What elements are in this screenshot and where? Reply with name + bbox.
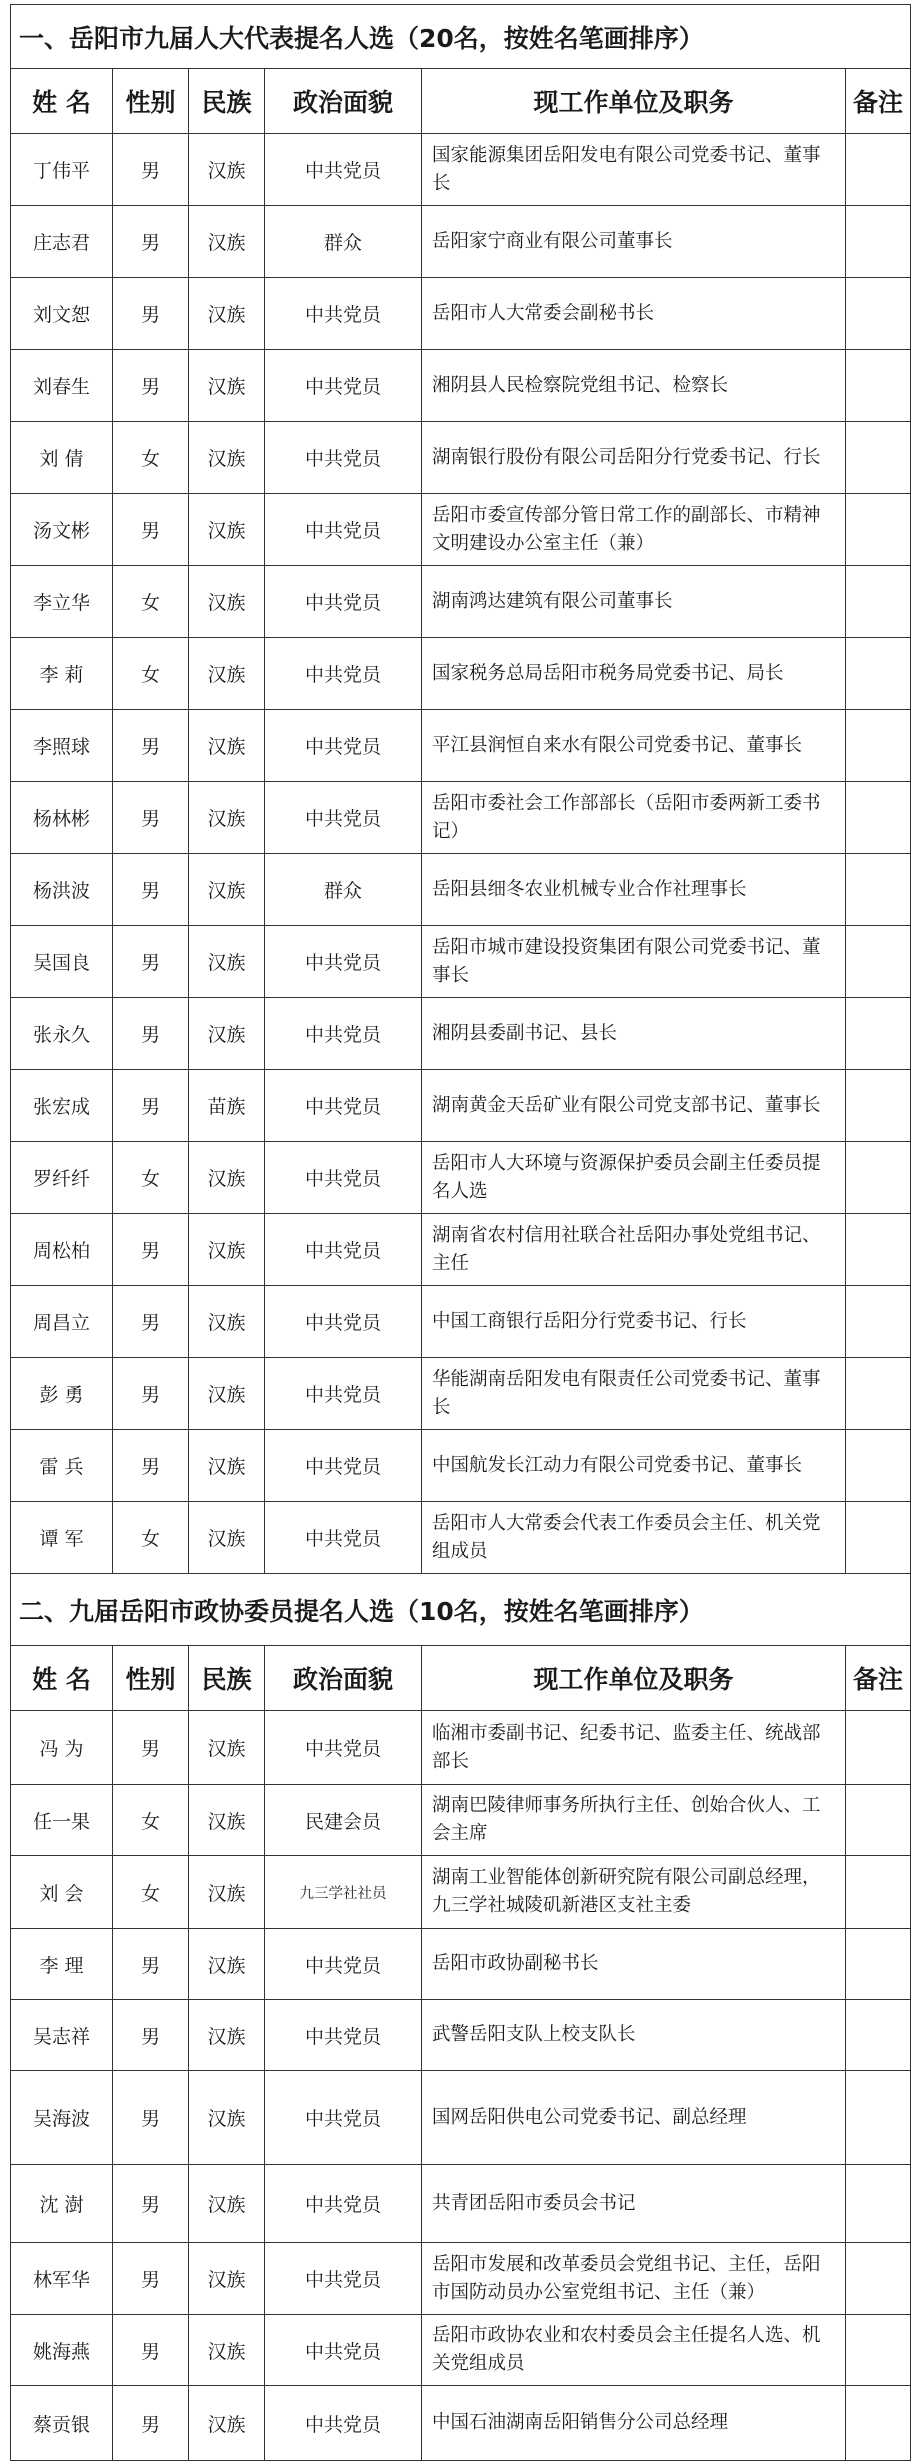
cell-name: 杨林彬 <box>11 782 113 854</box>
header-name: 姓 名 <box>11 69 113 134</box>
cell-gender: 男 <box>113 1711 189 1785</box>
cell-job: 武警岳阳支队上校支队长 <box>422 2000 846 2071</box>
cell-remarks <box>846 1785 911 1856</box>
cell-gender: 男 <box>113 2165 189 2243</box>
cell-remarks <box>846 2315 911 2386</box>
table-row <box>11 278 911 350</box>
cell-ethnicity: 汉族 <box>189 782 265 854</box>
cell-remarks <box>846 206 911 278</box>
cell-gender: 男 <box>113 2315 189 2386</box>
cell-name: 沈 澍 <box>11 2165 113 2243</box>
cell-political-status: 中共党员 <box>265 2243 422 2315</box>
cell-political-status: 中共党员 <box>265 1711 422 1785</box>
table-row <box>11 2315 911 2386</box>
table-row <box>11 854 911 926</box>
cell-political-status: 中共党员 <box>265 1286 422 1358</box>
cell-political-status: 中共党员 <box>265 2315 422 2386</box>
cell-political-status: 群众 <box>265 854 422 926</box>
cell-job: 岳阳市发展和改革委员会党组书记、主任，岳阳市国防动员办公室党组书记、主任（兼） <box>422 2243 846 2315</box>
cell-ethnicity: 汉族 <box>189 1430 265 1502</box>
cell-name: 吴国良 <box>11 926 113 998</box>
cell-name: 吴海波 <box>11 2071 113 2165</box>
cell-job: 岳阳市政协农业和农村委员会主任提名人选、机关党组成员 <box>422 2315 846 2386</box>
cell-political-status: 中共党员 <box>265 710 422 782</box>
cell-job: 湖南巴陵律师事务所执行主任、创始合伙人、工会主席 <box>422 1785 846 1856</box>
cell-name: 刘 会 <box>11 1856 113 1929</box>
cell-remarks <box>846 134 911 206</box>
cell-ethnicity: 汉族 <box>189 1286 265 1358</box>
cell-job: 岳阳市政协副秘书长 <box>422 1929 846 2000</box>
cell-political-status: 中共党员 <box>265 566 422 638</box>
cell-ethnicity: 汉族 <box>189 854 265 926</box>
cell-ethnicity: 汉族 <box>189 998 265 1070</box>
cell-remarks <box>846 2071 911 2165</box>
cell-job: 湖南黄金天岳矿业有限公司党支部书记、董事长 <box>422 1070 846 1142</box>
header-gender: 性别 <box>113 1646 189 1711</box>
cell-political-status: 中共党员 <box>265 926 422 998</box>
cell-gender: 男 <box>113 2243 189 2315</box>
cell-political-status: 中共党员 <box>265 422 422 494</box>
header-job: 现工作单位及职务 <box>422 69 846 134</box>
cell-job: 岳阳市人大环境与资源保护委员会副主任委员提名人选 <box>422 1142 846 1214</box>
table-row <box>11 638 911 710</box>
cell-name: 李照球 <box>11 710 113 782</box>
table-row <box>11 566 911 638</box>
cell-name: 蔡贡银 <box>11 2386 113 2461</box>
cell-gender: 男 <box>113 782 189 854</box>
header-ethnicity: 民族 <box>189 69 265 134</box>
cell-gender: 男 <box>113 1286 189 1358</box>
cell-name: 罗纤纤 <box>11 1142 113 1214</box>
table-row <box>11 1856 911 1929</box>
cell-ethnicity: 汉族 <box>189 710 265 782</box>
cell-remarks <box>846 1142 911 1214</box>
cell-job: 国家税务总局岳阳市税务局党委书记、局长 <box>422 638 846 710</box>
cell-political-status: 中共党员 <box>265 1929 422 2000</box>
cell-job: 湘阴县委副书记、县长 <box>422 998 846 1070</box>
cell-gender: 女 <box>113 1142 189 1214</box>
cell-name: 杨洪波 <box>11 854 113 926</box>
cell-ethnicity: 汉族 <box>189 566 265 638</box>
nominee-sheet <box>10 4 910 2461</box>
cell-political-status: 中共党员 <box>265 1142 422 1214</box>
cell-remarks <box>846 638 911 710</box>
cell-political-status: 中共党员 <box>265 2071 422 2165</box>
table-row <box>11 134 911 206</box>
cell-gender: 男 <box>113 1070 189 1142</box>
cell-political-status: 中共党员 <box>265 1502 422 1574</box>
cell-remarks <box>846 2386 911 2461</box>
table-row <box>11 710 911 782</box>
cell-job: 平江县润恒自来水有限公司党委书记、董事长 <box>422 710 846 782</box>
cell-ethnicity: 苗族 <box>189 1070 265 1142</box>
cell-political-status: 中共党员 <box>265 638 422 710</box>
cell-gender: 女 <box>113 566 189 638</box>
header-name: 姓 名 <box>11 1646 113 1711</box>
cell-job: 中国航发长江动力有限公司党委书记、董事长 <box>422 1430 846 1502</box>
cell-ethnicity: 汉族 <box>189 1785 265 1856</box>
cell-remarks <box>846 1358 911 1430</box>
header-job: 现工作单位及职务 <box>422 1646 846 1711</box>
cell-job: 临湘市委副书记、纪委书记、监委主任、统战部部长 <box>422 1711 846 1785</box>
cell-gender: 男 <box>113 206 189 278</box>
cell-remarks <box>846 494 911 566</box>
cell-gender: 男 <box>113 278 189 350</box>
cell-political-status: 中共党员 <box>265 1430 422 1502</box>
cell-gender: 男 <box>113 710 189 782</box>
cell-name: 周昌立 <box>11 1286 113 1358</box>
cell-name: 张宏成 <box>11 1070 113 1142</box>
table-row <box>11 1785 911 1856</box>
table-row <box>11 350 911 422</box>
cell-ethnicity: 汉族 <box>189 2000 265 2071</box>
cell-political-status: 九三学社社员 <box>265 1856 422 1929</box>
cell-remarks <box>846 782 911 854</box>
cell-ethnicity: 汉族 <box>189 1856 265 1929</box>
cell-remarks <box>846 566 911 638</box>
table-row <box>11 1358 911 1430</box>
cell-ethnicity: 汉族 <box>189 1929 265 2000</box>
cell-gender: 男 <box>113 350 189 422</box>
header-ethnicity: 民族 <box>189 1646 265 1711</box>
section-1-title: 一、岳阳市九届人大代表提名人选（20名，按姓名笔画排序） <box>11 5 911 69</box>
header-remarks: 备注 <box>846 69 911 134</box>
cell-political-status: 中共党员 <box>265 1358 422 1430</box>
cell-job: 岳阳市委宣传部分管日常工作的副部长、市精神文明建设办公室主任（兼） <box>422 494 846 566</box>
table-row <box>11 494 911 566</box>
table-row <box>11 1502 911 1574</box>
cell-political-status: 中共党员 <box>265 2000 422 2071</box>
header-gender: 性别 <box>113 69 189 134</box>
cell-gender: 男 <box>113 1929 189 2000</box>
cell-job: 湖南工业智能体创新研究院有限公司副总经理，九三学社城陵矶新港区支社主委 <box>422 1856 846 1929</box>
cell-political-status: 中共党员 <box>265 278 422 350</box>
cell-name: 刘春生 <box>11 350 113 422</box>
cell-job: 国家能源集团岳阳发电有限公司党委书记、董事长 <box>422 134 846 206</box>
cell-remarks <box>846 278 911 350</box>
table-row <box>11 998 911 1070</box>
cell-ethnicity: 汉族 <box>189 638 265 710</box>
table-row <box>11 2386 911 2461</box>
header-remarks: 备注 <box>846 1646 911 1711</box>
cell-remarks <box>846 1070 911 1142</box>
cell-political-status: 中共党员 <box>265 1070 422 1142</box>
cell-ethnicity: 汉族 <box>189 2243 265 2315</box>
table-row <box>11 1929 911 2000</box>
table-row <box>11 2071 911 2165</box>
cell-name: 庄志君 <box>11 206 113 278</box>
cell-political-status: 中共党员 <box>265 494 422 566</box>
cell-name: 汤文彬 <box>11 494 113 566</box>
cell-job: 湖南省农村信用社联合社岳阳办事处党组书记、主任 <box>422 1214 846 1286</box>
cell-name: 谭 军 <box>11 1502 113 1574</box>
cell-remarks <box>846 854 911 926</box>
cell-job: 国网岳阳供电公司党委书记、副总经理 <box>422 2071 846 2165</box>
cell-remarks <box>846 1929 911 2000</box>
cell-job: 湖南银行股份有限公司岳阳分行党委书记、行长 <box>422 422 846 494</box>
cell-remarks <box>846 1856 911 1929</box>
cell-gender: 女 <box>113 1502 189 1574</box>
cell-remarks <box>846 422 911 494</box>
cell-name: 冯 为 <box>11 1711 113 1785</box>
table-row <box>11 1214 911 1286</box>
cell-job: 湖南鸿达建筑有限公司董事长 <box>422 566 846 638</box>
cell-name: 彭 勇 <box>11 1358 113 1430</box>
section-2-title: 二、九届岳阳市政协委员提名人选（10名，按姓名笔画排序） <box>11 1574 911 1646</box>
cell-ethnicity: 汉族 <box>189 278 265 350</box>
cell-job: 华能湖南岳阳发电有限责任公司党委书记、董事长 <box>422 1358 846 1430</box>
cell-ethnicity: 汉族 <box>189 2165 265 2243</box>
cell-remarks <box>846 2243 911 2315</box>
cell-name: 周松柏 <box>11 1214 113 1286</box>
cell-job: 岳阳县细冬农业机械专业合作社理事长 <box>422 854 846 926</box>
table-row <box>11 1711 911 1785</box>
cell-political-status: 中共党员 <box>265 998 422 1070</box>
table-row <box>11 1286 911 1358</box>
cell-ethnicity: 汉族 <box>189 926 265 998</box>
cell-remarks <box>846 1502 911 1574</box>
cell-gender: 男 <box>113 854 189 926</box>
table-row <box>11 422 911 494</box>
cell-name: 李 莉 <box>11 638 113 710</box>
cell-remarks <box>846 926 911 998</box>
cell-political-status: 中共党员 <box>265 2165 422 2243</box>
header-political-status: 政治面貌 <box>265 1646 422 1711</box>
cell-gender: 女 <box>113 638 189 710</box>
table-row <box>11 206 911 278</box>
table-row <box>11 1142 911 1214</box>
cell-job: 中国工商银行岳阳分行党委书记、行长 <box>422 1286 846 1358</box>
cell-gender: 男 <box>113 1214 189 1286</box>
cell-ethnicity: 汉族 <box>189 2071 265 2165</box>
cell-ethnicity: 汉族 <box>189 422 265 494</box>
cell-ethnicity: 汉族 <box>189 1142 265 1214</box>
cell-remarks <box>846 1711 911 1785</box>
cell-gender: 男 <box>113 926 189 998</box>
cell-name: 刘 倩 <box>11 422 113 494</box>
cell-remarks <box>846 2000 911 2071</box>
cell-political-status: 中共党员 <box>265 782 422 854</box>
cell-name: 林军华 <box>11 2243 113 2315</box>
table-row <box>11 1430 911 1502</box>
cell-name: 张永久 <box>11 998 113 1070</box>
cell-name: 姚海燕 <box>11 2315 113 2386</box>
table-row <box>11 2165 911 2243</box>
cell-gender: 女 <box>113 422 189 494</box>
cell-name: 雷 兵 <box>11 1430 113 1502</box>
header-political-status: 政治面貌 <box>265 69 422 134</box>
cell-ethnicity: 汉族 <box>189 134 265 206</box>
cell-gender: 男 <box>113 494 189 566</box>
cell-job: 岳阳市委社会工作部部长（岳阳市委两新工委书记） <box>422 782 846 854</box>
cell-political-status: 中共党员 <box>265 350 422 422</box>
cell-job: 岳阳家宁商业有限公司董事长 <box>422 206 846 278</box>
table-row <box>11 926 911 998</box>
cell-ethnicity: 汉族 <box>189 494 265 566</box>
cell-political-status: 民建会员 <box>265 1785 422 1856</box>
cell-ethnicity: 汉族 <box>189 1502 265 1574</box>
cell-ethnicity: 汉族 <box>189 206 265 278</box>
cell-job: 共青团岳阳市委员会书记 <box>422 2165 846 2243</box>
cell-ethnicity: 汉族 <box>189 1358 265 1430</box>
cell-political-status: 中共党员 <box>265 1214 422 1286</box>
cell-job: 岳阳市人大常委会代表工作委员会主任、机关党组成员 <box>422 1502 846 1574</box>
cell-name: 刘文恕 <box>11 278 113 350</box>
cell-job: 湘阴县人民检察院党组书记、检察长 <box>422 350 846 422</box>
cell-gender: 女 <box>113 1785 189 1856</box>
cell-gender: 男 <box>113 998 189 1070</box>
cell-remarks <box>846 2165 911 2243</box>
cell-gender: 男 <box>113 134 189 206</box>
cell-ethnicity: 汉族 <box>189 1711 265 1785</box>
table-row <box>11 1070 911 1142</box>
cell-political-status: 中共党员 <box>265 2386 422 2461</box>
cell-gender: 男 <box>113 2071 189 2165</box>
table-row <box>11 782 911 854</box>
cell-gender: 男 <box>113 2000 189 2071</box>
cell-political-status: 中共党员 <box>265 134 422 206</box>
cell-name: 丁伟平 <box>11 134 113 206</box>
cell-name: 吴志祥 <box>11 2000 113 2071</box>
cell-gender: 男 <box>113 1430 189 1502</box>
nominee-table <box>10 4 911 2461</box>
cell-name: 李 理 <box>11 1929 113 2000</box>
cell-job: 岳阳市城市建设投资集团有限公司党委书记、董事长 <box>422 926 846 998</box>
cell-gender: 男 <box>113 2386 189 2461</box>
cell-job: 中国石油湖南岳阳销售分公司总经理 <box>422 2386 846 2461</box>
table-row <box>11 2000 911 2071</box>
cell-name: 李立华 <box>11 566 113 638</box>
cell-ethnicity: 汉族 <box>189 1214 265 1286</box>
cell-remarks <box>846 1286 911 1358</box>
cell-remarks <box>846 350 911 422</box>
table-row <box>11 2243 911 2315</box>
cell-gender: 女 <box>113 1856 189 1929</box>
cell-ethnicity: 汉族 <box>189 350 265 422</box>
cell-remarks <box>846 710 911 782</box>
cell-political-status: 群众 <box>265 206 422 278</box>
cell-ethnicity: 汉族 <box>189 2315 265 2386</box>
cell-job: 岳阳市人大常委会副秘书长 <box>422 278 846 350</box>
cell-ethnicity: 汉族 <box>189 2386 265 2461</box>
cell-gender: 男 <box>113 1358 189 1430</box>
cell-name: 任一果 <box>11 1785 113 1856</box>
cell-remarks <box>846 998 911 1070</box>
cell-remarks <box>846 1430 911 1502</box>
cell-remarks <box>846 1214 911 1286</box>
